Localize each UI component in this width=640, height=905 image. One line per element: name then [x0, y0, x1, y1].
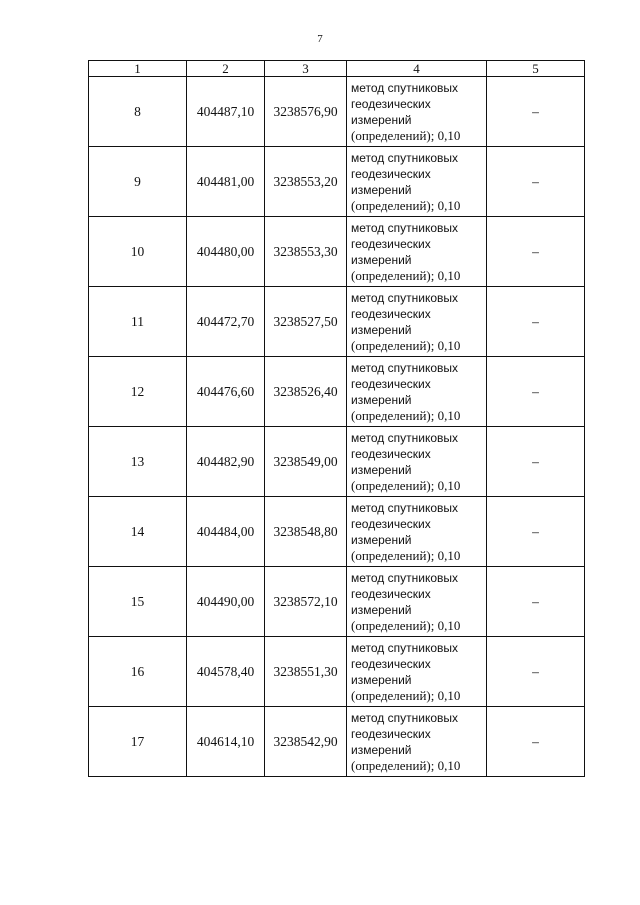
method-cell: [347, 357, 487, 427]
method-text-line: метод спутниковых: [351, 500, 459, 515]
x-coordinate-cell: 404472,70: [187, 287, 265, 357]
method-text-line: (определений); 0,10: [351, 687, 461, 703]
table-row: [89, 147, 585, 217]
table-row: [89, 357, 585, 427]
method-text-line: геодезических: [351, 446, 431, 461]
y-coordinate-cell: 3238527,50: [265, 287, 347, 357]
method-text-line: геодезических: [351, 516, 431, 531]
column-5-cell: –: [487, 427, 585, 497]
table-row: [89, 427, 585, 497]
table-row: [89, 707, 585, 777]
point-number-cell: 14: [89, 497, 187, 567]
column-5-cell: –: [487, 567, 585, 637]
point-number-cell: 17: [89, 707, 187, 777]
x-coordinate-cell: 404482,90: [187, 427, 265, 497]
table-body: [89, 77, 585, 777]
x-coordinate-cell: 404480,00: [187, 217, 265, 287]
table-row: [89, 287, 585, 357]
method-text-line: (определений); 0,10: [351, 267, 461, 283]
y-coordinate-cell: 3238542,90: [265, 707, 347, 777]
y-coordinate-cell: 3238549,00: [265, 427, 347, 497]
method-cell: [347, 287, 487, 357]
header-col-5: 5: [487, 61, 585, 77]
point-number-cell: 13: [89, 427, 187, 497]
column-5-cell: –: [487, 497, 585, 567]
method-text-line: геодезических: [351, 96, 431, 111]
method-text-line: метод спутниковых: [351, 640, 459, 655]
y-coordinate-cell: 3238553,30: [265, 217, 347, 287]
y-coordinate-cell: 3238526,40: [265, 357, 347, 427]
method-text-line: геодезических: [351, 236, 431, 251]
method-text-line: измерений: [351, 112, 412, 127]
table-row: [89, 497, 585, 567]
method-cell: [347, 217, 487, 287]
coordinates-table: [88, 60, 585, 777]
page-number: 7: [317, 33, 323, 45]
method-cell: [347, 427, 487, 497]
method-text-line: (определений); 0,10: [351, 477, 461, 493]
x-coordinate-cell: 404476,60: [187, 357, 265, 427]
method-text-line: метод спутниковых: [351, 220, 459, 235]
method-text-line: измерений: [351, 322, 412, 337]
table-row: [89, 77, 585, 147]
header-col-3: 3: [265, 61, 347, 77]
method-text-line: измерений: [351, 602, 412, 617]
method-text-line: (определений); 0,10: [351, 127, 461, 143]
method-text-line: (определений); 0,10: [351, 407, 461, 423]
header-col-2: 2: [187, 61, 265, 77]
method-text-line: геодезических: [351, 586, 431, 601]
method-text-line: измерений: [351, 392, 412, 407]
method-text-line: (определений); 0,10: [351, 757, 461, 773]
method-text-line: геодезических: [351, 726, 431, 741]
method-text-line: метод спутниковых: [351, 360, 459, 375]
method-text-line: (определений); 0,10: [351, 547, 461, 563]
column-5-cell: –: [487, 357, 585, 427]
point-number-cell: 9: [89, 147, 187, 217]
point-number-cell: 10: [89, 217, 187, 287]
method-text-line: геодезических: [351, 306, 431, 321]
method-text-line: (определений); 0,10: [351, 617, 461, 633]
y-coordinate-cell: 3238551,30: [265, 637, 347, 707]
table-row: [89, 567, 585, 637]
column-5-cell: –: [487, 147, 585, 217]
column-5-cell: –: [487, 287, 585, 357]
column-5-cell: –: [487, 637, 585, 707]
y-coordinate-cell: 3238572,10: [265, 567, 347, 637]
method-text-line: (определений); 0,10: [351, 337, 461, 353]
point-number-cell: 12: [89, 357, 187, 427]
point-number-cell: 15: [89, 567, 187, 637]
method-text-line: измерений: [351, 182, 412, 197]
method-cell: [347, 77, 487, 147]
method-text-line: метод спутниковых: [351, 150, 459, 165]
method-cell: [347, 637, 487, 707]
header-col-1: 1: [89, 61, 187, 77]
column-5-cell: –: [487, 707, 585, 777]
method-text-line: измерений: [351, 532, 412, 547]
point-number-cell: 16: [89, 637, 187, 707]
x-coordinate-cell: 404614,10: [187, 707, 265, 777]
method-cell: [347, 147, 487, 217]
method-cell: [347, 497, 487, 567]
method-text-line: геодезических: [351, 656, 431, 671]
method-text-line: измерений: [351, 742, 412, 757]
method-text-line: метод спутниковых: [351, 80, 459, 95]
method-text-line: метод спутниковых: [351, 710, 459, 725]
y-coordinate-cell: 3238576,90: [265, 77, 347, 147]
method-text-line: метод спутниковых: [351, 570, 459, 585]
table-row: [89, 217, 585, 287]
method-text-line: геодезических: [351, 166, 431, 181]
table-row: [89, 637, 585, 707]
x-coordinate-cell: 404484,00: [187, 497, 265, 567]
method-cell: [347, 707, 487, 777]
header-col-4: 4: [347, 61, 487, 77]
x-coordinate-cell: 404487,10: [187, 77, 265, 147]
method-text-line: измерений: [351, 672, 412, 687]
method-text-line: метод спутниковых: [351, 290, 459, 305]
x-coordinate-cell: 404490,00: [187, 567, 265, 637]
method-text-line: измерений: [351, 252, 412, 267]
x-coordinate-cell: 404578,40: [187, 637, 265, 707]
method-text-line: (определений); 0,10: [351, 197, 461, 213]
method-text-line: измерений: [351, 462, 412, 477]
method-text-line: метод спутниковых: [351, 430, 459, 445]
point-number-cell: 8: [89, 77, 187, 147]
point-number-cell: 11: [89, 287, 187, 357]
method-text-line: геодезических: [351, 376, 431, 391]
column-5-cell: –: [487, 77, 585, 147]
method-cell: [347, 567, 487, 637]
table-header-row: [89, 61, 585, 77]
column-5-cell: –: [487, 217, 585, 287]
y-coordinate-cell: 3238548,80: [265, 497, 347, 567]
x-coordinate-cell: 404481,00: [187, 147, 265, 217]
y-coordinate-cell: 3238553,20: [265, 147, 347, 217]
